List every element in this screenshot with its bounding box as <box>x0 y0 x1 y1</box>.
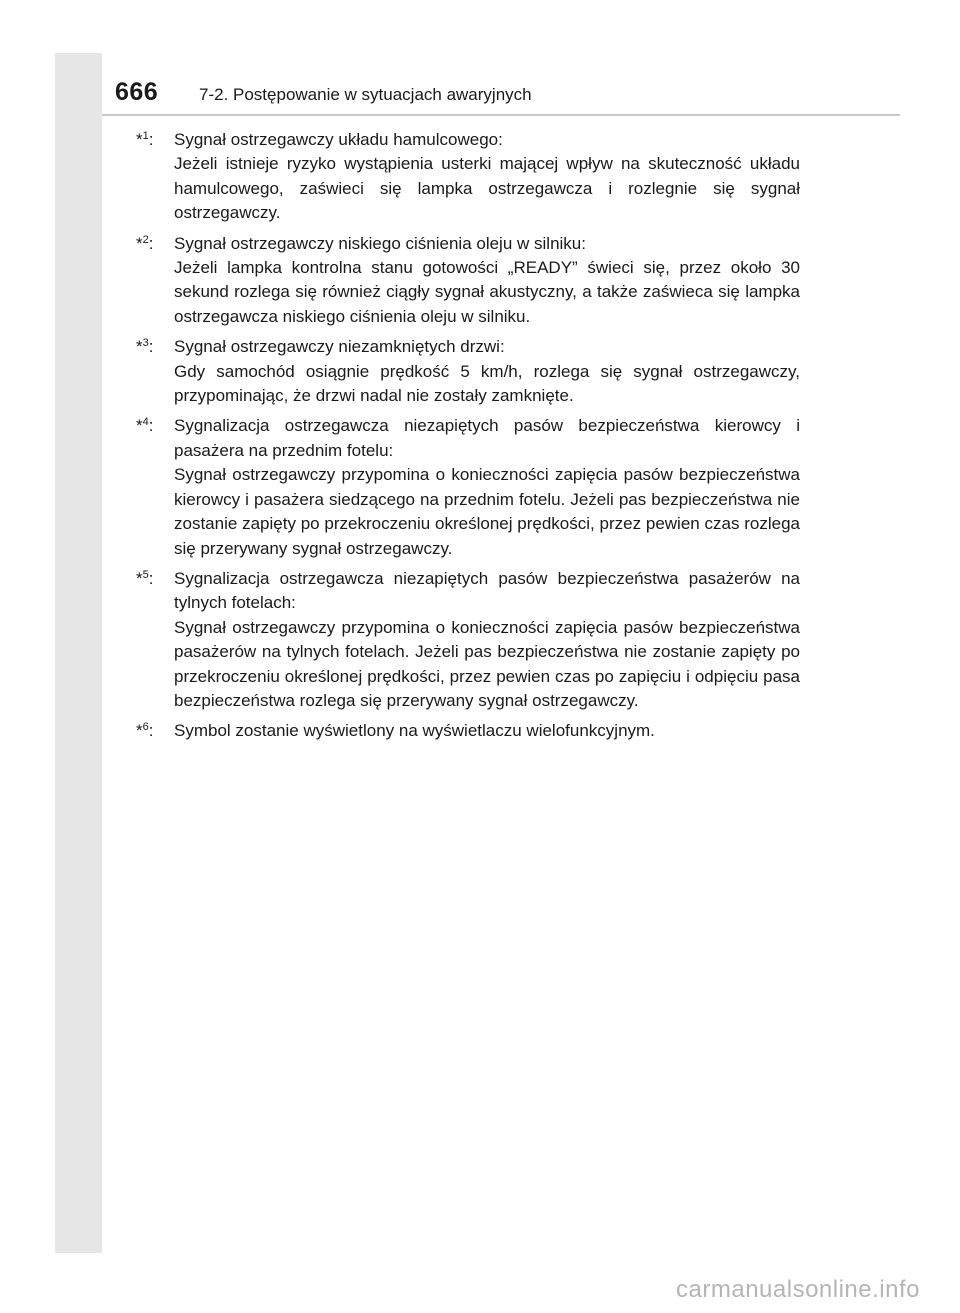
note-number: 4 <box>142 416 149 429</box>
note-marker: *$^4$: <box>136 416 154 436</box>
note-number: 6 <box>142 721 149 734</box>
note-number: 3 <box>142 337 149 350</box>
note-marker: *$^5$: <box>136 568 154 588</box>
note-6 <box>136 719 800 743</box>
note-body: Sygnał ostrzegawczy przypomina o konieczności zapięcia pasów bezpieczeństwa kierowcy i pasażera siedzącego na przednim fotelu. Jeżeli pas bezpieczeństwa nie zostanie zapięty po przekroczeniu określonej prędkości, przez pewien czas rozlega się przerywany sygnał ostrzegawczy. <box>174 465 800 558</box>
note-4 <box>136 414 800 560</box>
site-watermark: carmanualsonline.info <box>676 1276 920 1303</box>
note-5 <box>136 567 800 713</box>
section-title: 7-2. Postępowanie w sytuacjach awaryjnych <box>199 85 532 104</box>
notes-list <box>136 128 800 750</box>
note-body: Jeżeli istnieje ryzyko wystąpienia usterki mającej wpływ na skuteczność układu hamulcowego, zaświeci się lampka ostrzegawcza i rozlegnie się sygnał ostrzegawczy. <box>174 154 800 223</box>
note-marker: *$^3$: <box>136 337 154 357</box>
note-3 <box>136 335 800 408</box>
note-body: Sygnał ostrzegawczy przypomina o konieczności zapięcia pasów bezpieczeństwa pasażerów na tylnych fotelach. Jeżeli pas bezpieczeństwa nie zostanie zapięty po przekroczeniu określonej prędkości, przez pewien czas po zapięciu i odpięciu pasa bezpieczeństwa rozlega się przerywany sygnał ostrzegawczy. <box>174 617 800 710</box>
note-title: Sygnał ostrzegawczy niezamkniętych drzwi: <box>174 337 505 357</box>
note-body: Gdy samochód osiągnie prędkość 5 km/h, rozlega się sygnał ostrzegawczy, przypominając, że drzwi nadal nie zostały zamknięte. <box>174 361 800 406</box>
page-number: 666 <box>115 78 159 106</box>
note-2 <box>136 232 800 330</box>
note-number: 5 <box>142 568 149 581</box>
note-number: 1 <box>142 130 149 142</box>
note-number: 2 <box>142 233 149 246</box>
note-marker: *$^2$: <box>136 233 154 253</box>
note-title: Sygnał ostrzegawczy układu hamulcowego: <box>174 130 503 149</box>
note-marker: *$^1$: <box>136 130 154 149</box>
note-title: Sygnał ostrzegawczy niskiego ciśnienia oleju w silniku: <box>174 233 586 253</box>
page-header <box>115 78 900 114</box>
note-title: Symbol zostanie wyświetlony na wyświetlaczu wielofunkcyjnym. <box>174 721 655 741</box>
note-marker: *$^6$: <box>136 721 154 741</box>
header-divider <box>102 114 900 116</box>
note-title: Sygnalizacja ostrzegawcza niezapiętych pasów bezpieczeństwa pasażerów na tylnych fotelach: <box>174 568 800 613</box>
note-body: Jeżeli lampka kontrolna stanu gotowości „READY” świeci się, przez około 30 sekund rozlega się również ciągły sygnał akustyczny, a także zaświeca się lampka ostrzegawcza niskiego ciśnienia oleju w silniku. <box>174 258 800 326</box>
page-side-band <box>55 53 102 1253</box>
note-title: Sygnalizacja ostrzegawcza niezapiętych pasów bezpieczeństwa kierowcy i pasażera na przednim fotelu: <box>174 416 800 460</box>
note-1 <box>136 128 800 226</box>
